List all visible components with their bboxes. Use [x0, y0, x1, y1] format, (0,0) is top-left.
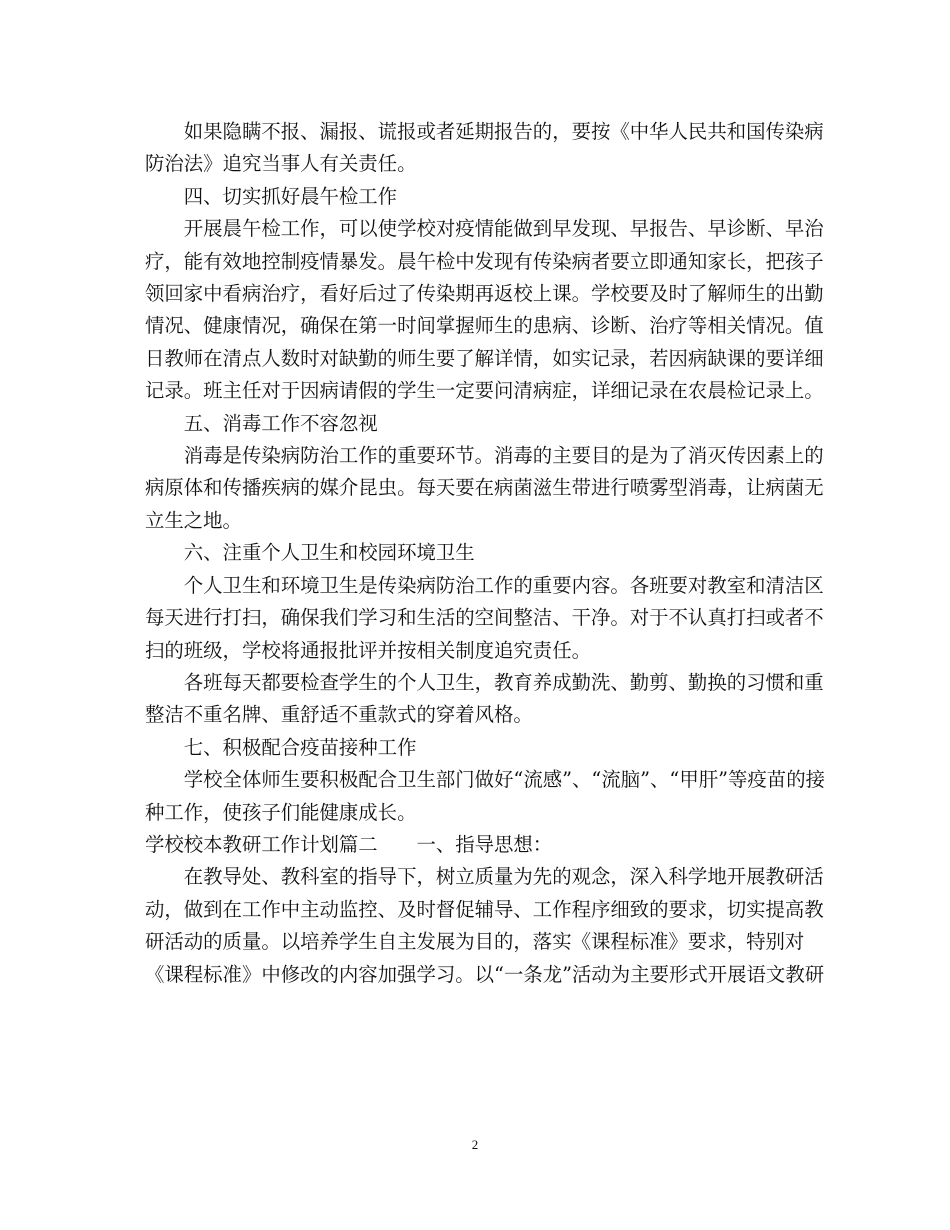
paragraph: 开展晨午检工作，可以使学校对疫情能做到早发现、早报告、早诊断、早治 疗，能有效地控制疫情暴发。晨午检中发现有传染病者要立即通知家长，把孩子 领回家中看病治疗，看好后过了传染期再返校上课。学校要及时了解师生的出勤 情况、健康情况，确保在第一时间掌握师生的患病、诊断、治疗等相关情况。值 日教师在清点人数时对缺勤的师生要了解详情，如实记录，若因病缺课的要详细 记录。班主任对于因病请假的学生一定要问清病症，详细记录在农晨检记录上。 — [145, 217, 824, 403]
paragraph: 学校全体师生要积极配合卫生部门做好“流感”、“流脑”、“甲肝”等疫苗的接 种工作，使孩子们能健康成长。 — [145, 768, 825, 824]
document-body — [145, 116, 825, 991]
paragraph: 各班每天都要检查学生的个人卫生，教育养成勤洗、勤剪、勤换的习惯和重 整洁不重名牌、重舒适不重款式的穿着风格。 — [145, 670, 824, 727]
section-heading: 四、切实抓好晨午检工作 — [145, 184, 398, 208]
paragraph: 如果隐瞒不报、漏报、谎报或者延期报告的，要按《中华人民共和国传染病 防治法》追究当事人有关责任。 — [145, 120, 824, 176]
page-number: 2 — [471, 1137, 479, 1152]
article-title-line: 学校校本教研工作计划篇二 一、指导思想： — [145, 832, 553, 856]
section-heading: 六、注重个人卫生和校园环境卫生 — [145, 541, 475, 565]
section-heading: 七、积极配合疫苗接种工作 — [145, 735, 417, 759]
paragraph: 在教导处、教科室的指导下，树立质量为先的观念，深入科学地开展教研活 动，做到在工作中主动监控、及时督促辅导、工作程序细致的要求，切实提高教 研活动的质量。以培养学生自主发展为目的，落实《课程标准》要求，特别对 《课程标准》中修改的内容加强学习。以“一条龙”活动为主要形式开展语文教研 — [145, 865, 825, 986]
paragraph: 个人卫生和环境卫生是传染病防治工作的重要内容。各班要对教室和清洁区 每天进行打扫，确保我们学习和生活的空间整洁、干净。对于不认真打扫或者不 扫的班级，学校将通报批评并按相关制度追究责任。 — [145, 573, 824, 662]
section-heading: 五、消毒工作不容忽视 — [145, 411, 378, 435]
paragraph: 消毒是传染病防治工作的重要环节。消毒的主要目的是为了消灭传因素上的 病原体和传播疾病的媒介昆虫。每天要在病菌滋生带进行喷雾型消毒，让病菌无 立生之地。 — [145, 444, 824, 532]
